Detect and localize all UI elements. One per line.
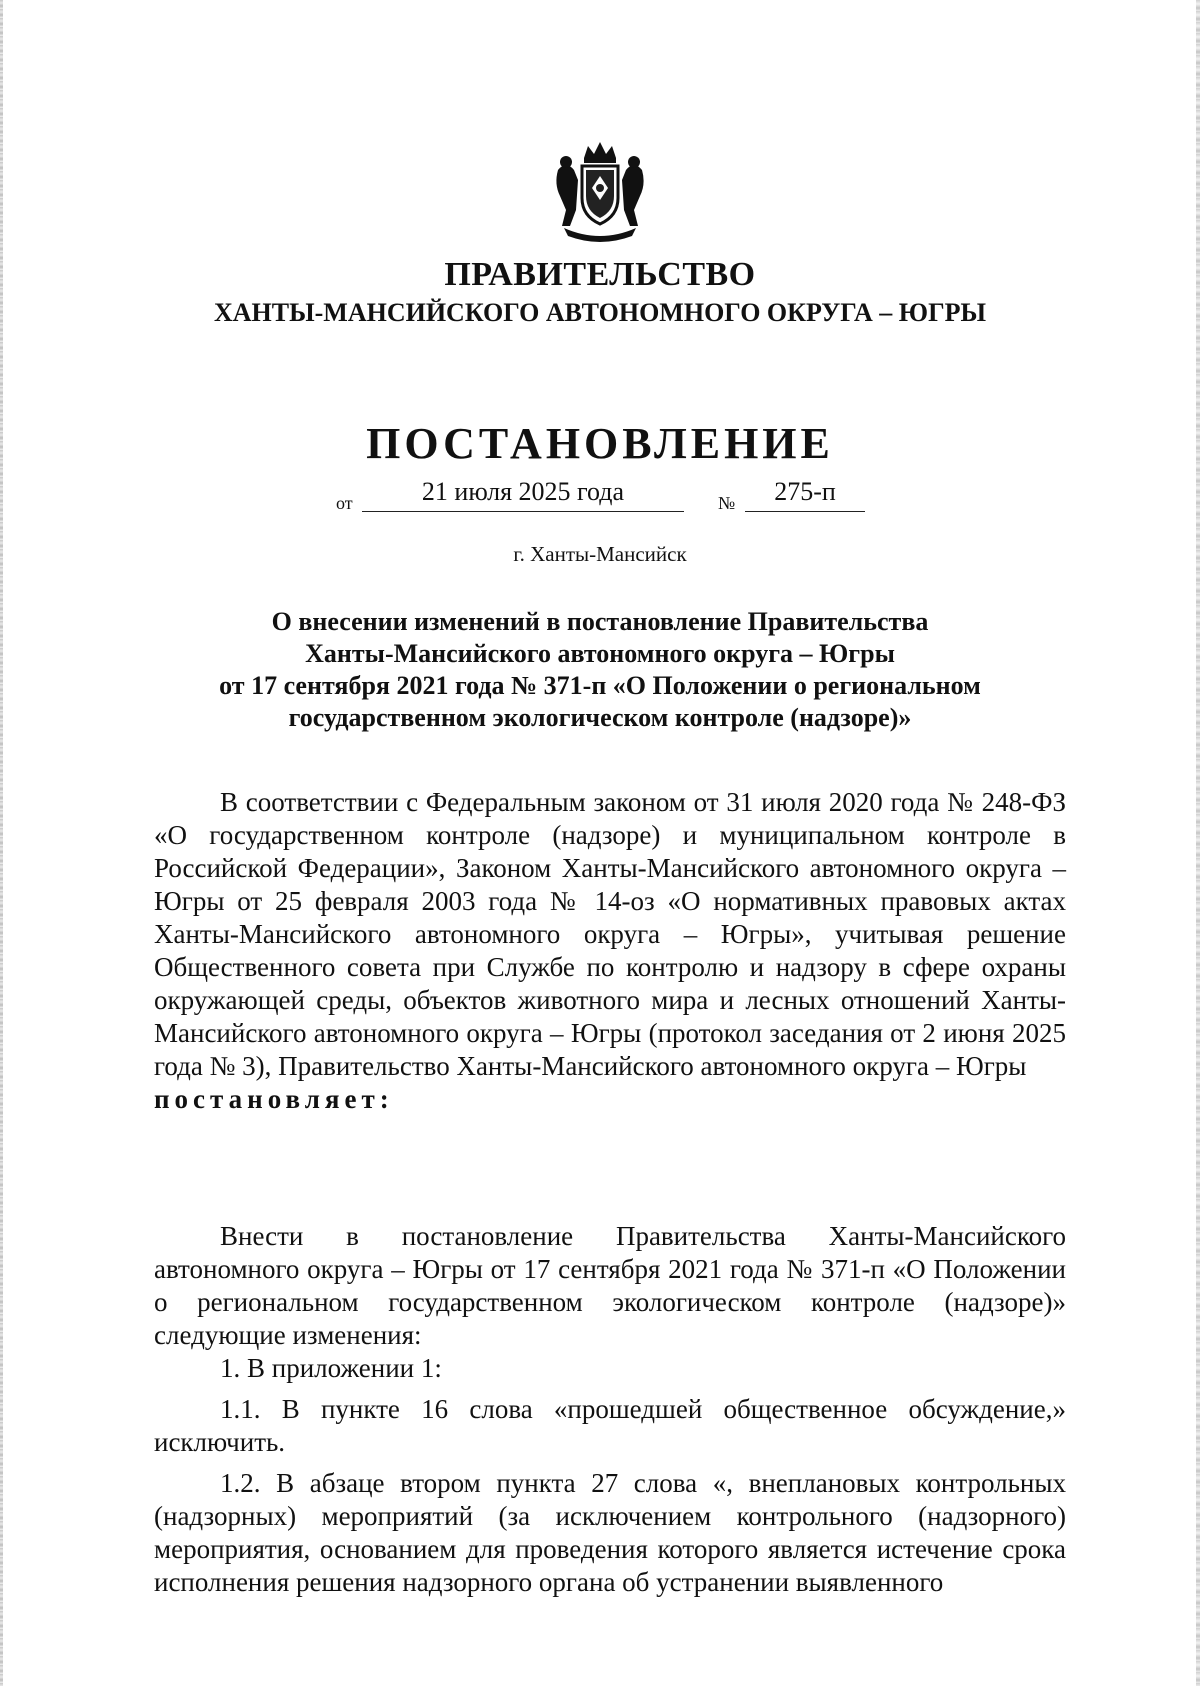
coat-of-arms-icon	[548, 140, 652, 244]
subject-line: О внесении изменений в постановление Правительства	[271, 607, 929, 636]
amend-intro: Внести в постановление Правительства Ханты-Мансийского автономного округа – Югры от 17 сентября 2021 года № 371-п «О Положении о региональном государственном экологическом контроле (надзоре)» следующие изменения:	[154, 1221, 1066, 1350]
government-title: ПРАВИТЕЛЬСТВО	[444, 256, 756, 293]
preamble-block	[154, 786, 1066, 1116]
document-date: 21 июля 2025 года	[362, 477, 684, 512]
document-type: ПОСТАНОВЛЕНИЕ	[366, 419, 834, 468]
preamble-paragraph	[154, 786, 1066, 1116]
date-prefix: от	[336, 493, 353, 513]
number-prefix: №	[718, 493, 736, 513]
preamble-text: В соответствии с Федеральным законом от 31 июля 2020 года № 248-ФЗ «О государственном контроле (надзоре) и муниципальном контроле в Российской Федерации», Законом Ханты-Мансийского автономного округа – Югры от 25 февраля 2003 года № 14-оз «О нормативных правовых актах Ханты-Мансийского автономного округа – Югры», учитывая решение Общественного совета при Службе по контролю и надзору в сфере охраны окружающей среды, объектов животного мира и лесных отношений Ханты-Мансийского автономного округа – Югры (протокол заседания от 2 июня 2025 года № 3), Правительство Ханты-Мансийского автономного округа – Югры	[154, 787, 1066, 1081]
scan-edge-left	[0, 0, 3, 1686]
subject-line: от 17 сентября 2021 года № 371-п «О Положении о региональном	[219, 671, 981, 700]
document-number: 275-п	[745, 477, 865, 512]
amendments-block	[154, 1220, 1066, 1599]
city: г. Ханты-Мансийск	[513, 542, 687, 566]
date-number-line	[0, 477, 1200, 517]
item-1: 1. В приложении 1:	[220, 1353, 442, 1383]
subject-line: Ханты-Мансийского автономного округа – Югры	[305, 639, 895, 668]
government-subtitle: ХАНТЫ-МАНСИЙСКОГО АВТОНОМНОГО ОКРУГА – ЮГРЫ	[213, 298, 987, 327]
item-1-2: 1.2. В абзаце втором пункта 27 слова «, внеплановых контрольных (надзорных) мероприятий (за исключением контрольного (надзорного) мероприятия, основанием для проведения которого является истечение срока исполнения решения надзорного органа об устранении выявленного	[154, 1468, 1066, 1597]
document-subject	[150, 606, 1050, 734]
decree-word: постановляет:	[154, 1084, 394, 1114]
subject-line: государственном экологическом контроле (надзоре)»	[288, 703, 912, 732]
item-1-1: 1.1. В пункте 16 слова «прошедшей общественное обсуждение,» исключить.	[154, 1394, 1066, 1457]
scan-edge-right	[1196, 0, 1200, 1686]
